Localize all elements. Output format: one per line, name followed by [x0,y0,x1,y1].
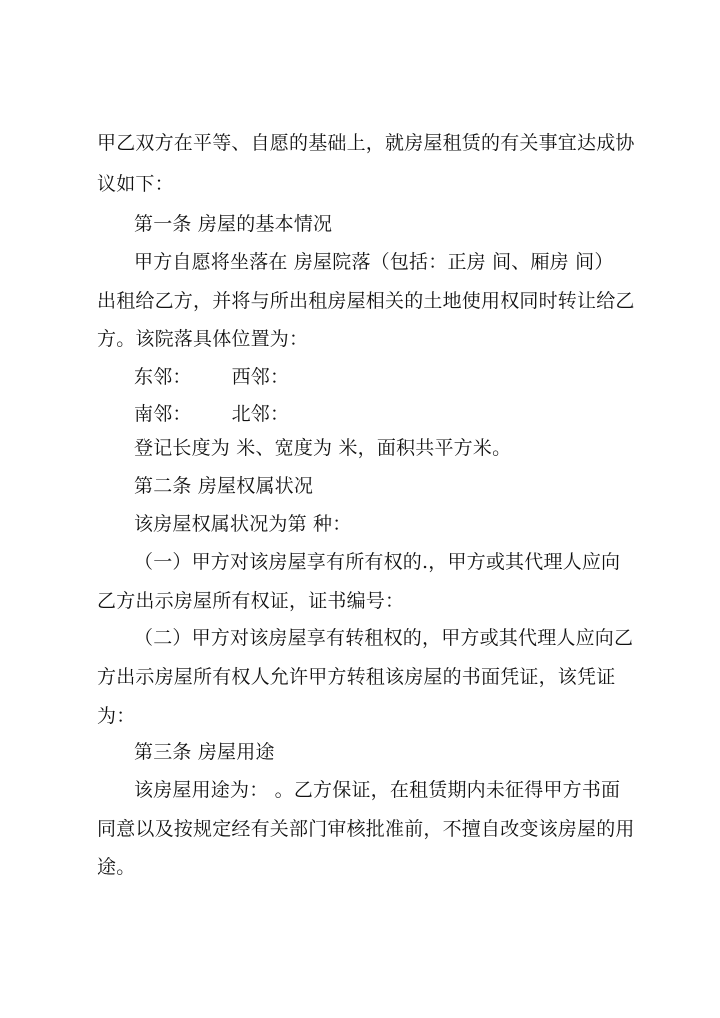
west-neighbor-label: 西邻： [231,366,290,388]
neighbor-line [134,365,289,389]
neighbor-line [134,402,289,426]
south-neighbor-label: 南邻： [134,403,192,425]
body-line: 登记长度为 米、宽度为 米，面积共平方米。 [134,437,512,459]
body-line: 同意以及按规定经有关部门审核批准前，不擅自改变该房屋的用 [97,818,635,840]
article-heading: 第三条 房屋用途 [134,741,275,763]
north-neighbor-label: 北邻： [231,403,290,425]
body-line: （一）甲方对该房屋享有所有权的.，甲方或其代理人应向 [134,551,621,573]
body-line: 甲方自愿将坐落在 房屋院落（包括：正房 间、厢房 间） [134,251,614,273]
body-line: 途。 [97,856,136,878]
article-heading: 第二条 房屋权属状况 [134,475,314,497]
body-line: 方出示房屋所有权人允许甲方转租该房屋的书面凭证，该凭证 [97,666,616,688]
body-line: 甲乙双方在平等、自愿的基础上，就房屋租赁的有关事宜达成协 [97,132,635,154]
body-line: 方。该院落具体位置为： [97,328,309,350]
article-heading: 第一条 房屋的基本情况 [134,213,333,235]
east-neighbor-label: 东邻： [134,366,192,388]
body-line: 议如下： [97,173,174,195]
body-line: 为： [97,705,136,727]
body-line: 乙方出示房屋所有权证，证书编号： [97,590,405,612]
body-line: 该房屋用途为： 。乙方保证，在租赁期内未征得甲方书面 [134,779,621,801]
body-line: 出租给乙方，并将与所出租房屋相关的土地使用权同时转让给乙 [97,290,635,312]
body-line: 该房屋权属状况为第 种： [134,513,352,535]
body-line: （二）甲方对该房屋享有转租权的，甲方或其代理人应向乙 [134,627,634,649]
